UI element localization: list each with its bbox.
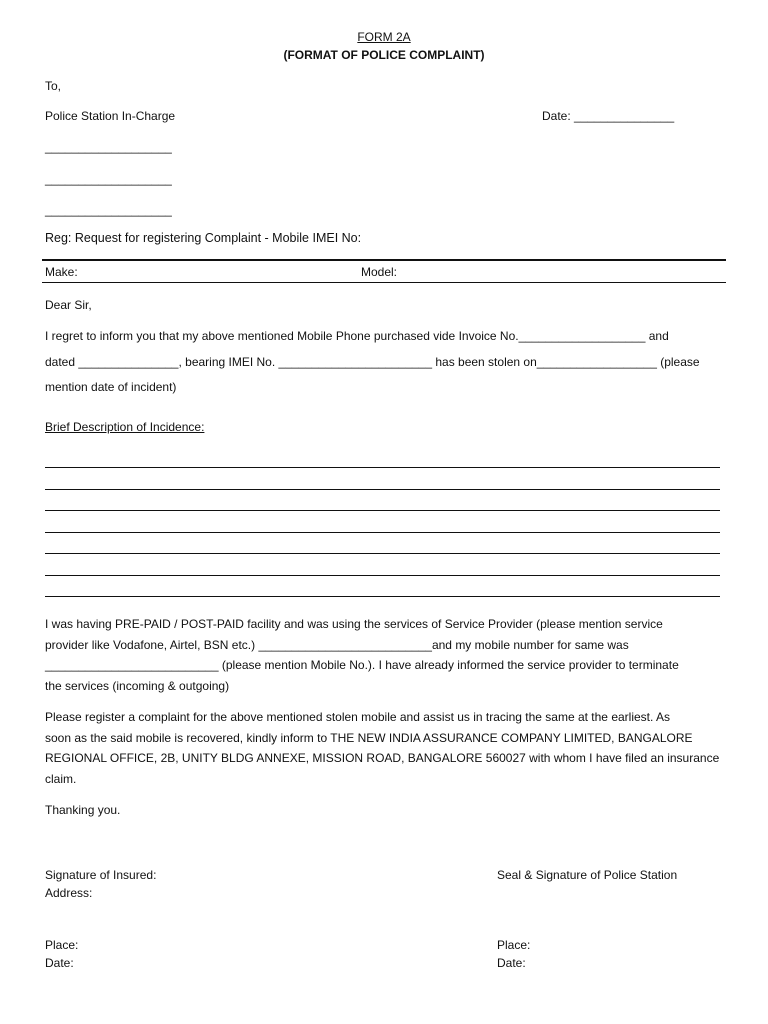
address-blank-line-2[interactable]: ___________________ (45, 172, 172, 186)
description-line-5[interactable] (45, 553, 720, 554)
police-signature-label: Seal & Signature of Police Station (497, 868, 678, 882)
paragraph3-line3: REGIONAL OFFICE, 2B, UNITY BLDG ANNEXE, MISSION ROAD, BANGALORE 560027 with whom I have filed an insurance (45, 751, 720, 765)
address-label: Address: (45, 886, 93, 900)
subject-line: Reg: Request for registering Complaint - Mobile IMEI No: (45, 231, 362, 245)
make-model-bottom-rule (42, 282, 726, 283)
paragraph2-line3: __________________________ (please mention Mobile No.). I have already informed the service provider to terminate (45, 658, 679, 672)
to-line: To, (45, 79, 62, 93)
paragraph3-line2: soon as the said mobile is recovered, kindly inform to THE NEW INDIA ASSURANCE COMPANY LIMITED, BANGALORE (45, 730, 693, 745)
description-line-4[interactable] (45, 532, 720, 533)
date-field[interactable]: Date: _______________ (542, 109, 675, 123)
salutation: Dear Sir, (45, 298, 92, 312)
description-line-7[interactable] (45, 596, 720, 597)
insured-signature-label: Signature of Insured: (45, 868, 157, 882)
left-place-label: Place: (45, 938, 79, 952)
make-model-top-rule (42, 259, 726, 261)
paragraph3-line1: Please register a complaint for the above mentioned stolen mobile and assist us in tracing the same at the earliest. As (45, 710, 671, 724)
paragraph1-line2: dated _______________, bearing IMEI No. _______________________ has been stolen on__________________ (please (45, 355, 700, 369)
make-label: Make: (45, 265, 78, 279)
paragraph2-line1: I was having PRE-PAID / POST-PAID facility and was using the services of Service Provider (please mention service (45, 617, 663, 631)
description-line-2[interactable] (45, 489, 720, 490)
paragraph2-line2: provider like Vodafone, Airtel, BSN etc.) __________________________and my mobile number for same was (45, 637, 629, 652)
form-title: (FORMAT OF POLICE COMPLAINT) (283, 48, 485, 62)
recipient-line: Police Station In-Charge (45, 109, 176, 123)
right-place-label: Place: (497, 938, 531, 952)
description-line-6[interactable] (45, 575, 720, 576)
left-date-label: Date: (45, 956, 74, 970)
form-number: FORM 2A (357, 30, 411, 44)
paragraph3-line4: claim. (45, 771, 77, 786)
address-blank-line-3[interactable]: ___________________ (45, 203, 172, 217)
description-heading: Brief Description of Incidence: (45, 420, 205, 434)
description-line-1[interactable] (45, 467, 720, 468)
paragraph1-line1: I regret to inform you that my above mentioned Mobile Phone purchased vide Invoice No.___________________ and (45, 329, 669, 343)
paragraph2-line4: the services (incoming & outgoing) (45, 678, 230, 693)
paragraph1-line3: mention date of incident) (45, 380, 177, 394)
paragraph3 (45, 707, 725, 789)
paragraph2 (45, 614, 725, 696)
description-line-3[interactable] (45, 510, 720, 511)
model-label: Model: (361, 265, 398, 279)
address-blank-line-1[interactable]: ___________________ (45, 140, 172, 154)
right-date-label: Date: (497, 956, 526, 970)
closing: Thanking you. (45, 803, 121, 817)
